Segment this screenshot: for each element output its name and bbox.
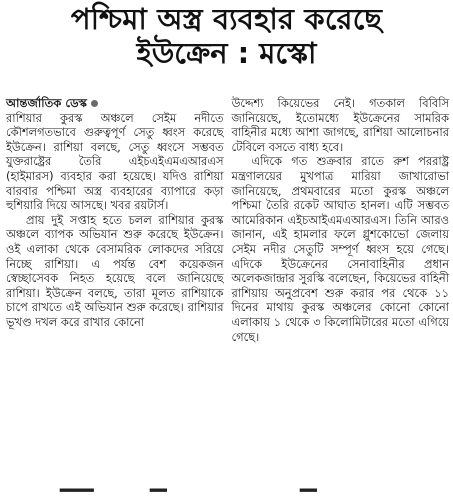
article-body xyxy=(6,96,449,344)
cropped-next-headline xyxy=(0,486,453,504)
paragraph: রাশিয়ার কুরস্ক অঞ্চলে সেইম নদীতে কৌশলগতভাবে গুরুত্বপূর্ণ সেতু ধ্বংস করেছে ইউক্রেন। রাশিয়া বলছে, সেতু ধ্বংসে সম্ভবত যুক্তরাষ্ট্রের তৈরি এইচএইএমএআরএস (হাইমারস) ব্যবহার করা হয়েছে। যদিও রাশিয়া বারবার পশ্চিমা অস্ত্র ব্যবহারের ব্যাপারে কড়া হুশিয়ারি দিয়ে আসছে। খবর রয়টার্স। xyxy=(6,110,224,213)
bullet-dot-icon xyxy=(91,100,98,107)
byline-text: আন্তর্জাতিক ডেস্ক xyxy=(6,96,88,110)
paragraph: প্রায় দুই সপ্তাহ হতে চলল রাশিয়ার কুরস্ক অঞ্চলে ব্যাপক অভিযান শুরু করেছে ইউক্রেন। ওই এলাকা থেকে বেসামরিক লোকদের সরিয়ে নিচ্ছে রাশিয়া। এ পর্যন্ত বেশ কয়েকজন স্বেচ্ছাসেবক নিহত হয়েছে বলে জানিয়েছে রাশিয়া। ইউক্রেন বলছে, তারা মূলত রাশিয়াকে চাপে রাখতে এই অভিযান শুরু করেছে। রাশিয়ার ভূখণ্ড দখল করে রাখার কোনো xyxy=(6,212,224,329)
right-column xyxy=(232,96,450,344)
headline-line-1: পশ্চিমা অস্ত্র ব্যবহার করেছে xyxy=(70,2,383,36)
cropped-glyph-fragment: ▔ xyxy=(300,490,317,504)
cropped-glyph-fragment: ▔▔ xyxy=(60,490,94,504)
paragraph: এদিকে গত শুক্রবার রাতে রুশ পররাষ্ট্র মন্ত্রণালয়ের মুখপাত্র মারিয়া জাখারোভা জানিয়েছে, প্রথমবারের মতো কুরস্ক অঞ্চলে পশ্চিমা তৈরি রকেট আঘাত হানল। এটি সম্ভবত আমেরিকান এইচআইএমএআরএস। তিনি আরও জানান, এই হামলার ফলে গ্লুশকোভো জেলায় সেইম নদীর সেতুটি সম্পূর্ণ ধ্বংস হয়ে গেছে। এদিকে ইউক্রেনের সেনাবাহিনীর প্রধান অলেকজান্দ্রার সুরস্কি বলেছেন, কিয়েভের বাহিনী রাশিয়ায় অনুপ্রবেশ শুরু করার পর থেকে ১১ দিনের মাথায় কুরস্ক অঞ্চলের কোনো কোনো এলাকায় ১ থেকে ৩ কিলোমিটারের মতো এগিয়ে গেছে। xyxy=(231,154,449,344)
cropped-glyph-fragment: ▔ xyxy=(150,490,167,504)
paragraph: উদ্দেশ্য কিয়েভের নেই। গতকাল বিবিসি জানিয়েছে, ইতোমধ্যে ইউক্রেনের সামরিক বাহিনীর মধ্যে আশা জাগছে, রাশিয়া আলোচনার টেবিলে বসতে বাধ্য হবে। xyxy=(231,96,449,154)
left-column xyxy=(6,96,224,344)
headline-line-2: ইউক্রেন : মস্কো xyxy=(136,36,317,71)
byline xyxy=(6,96,224,111)
article-headline xyxy=(6,4,447,69)
